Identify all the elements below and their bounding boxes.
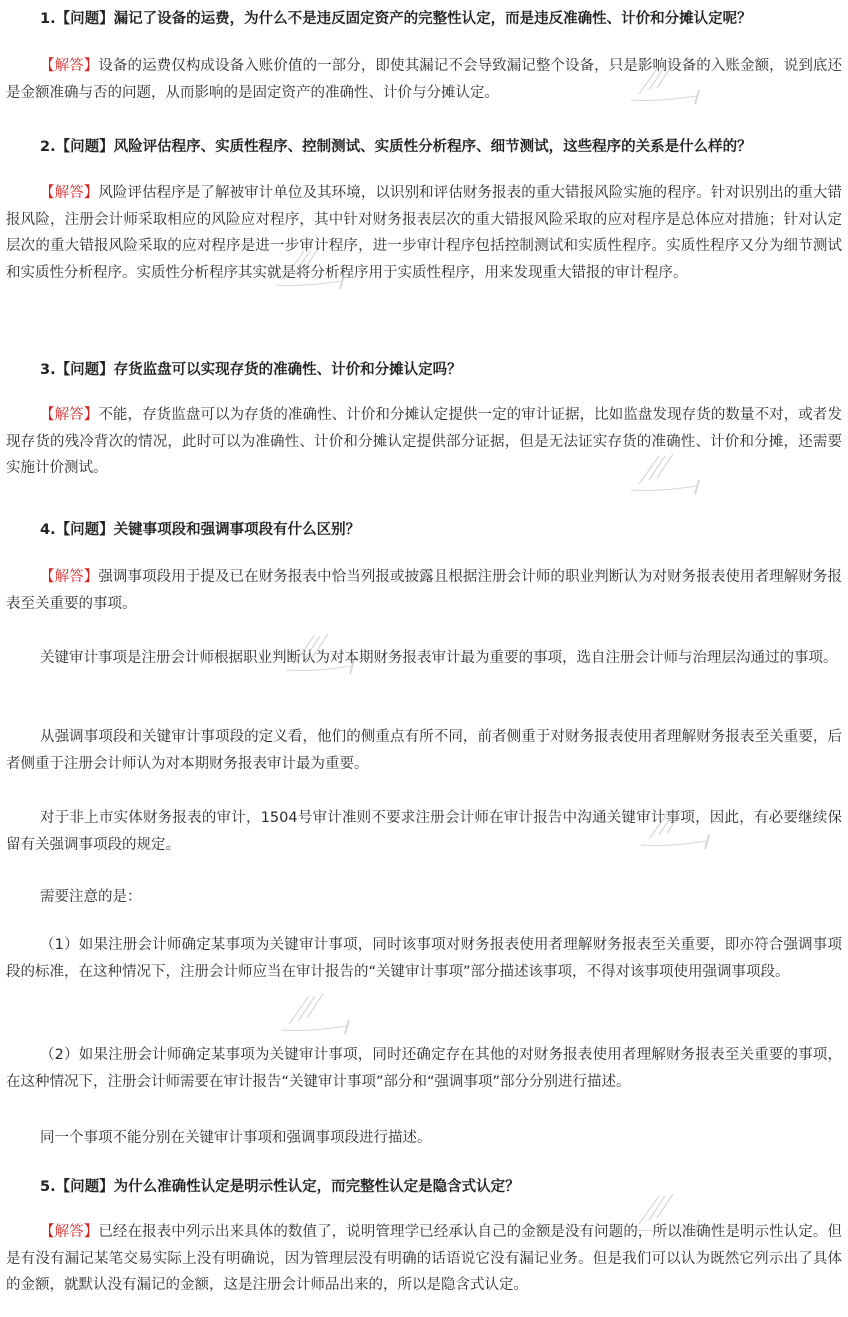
- watermark-icon: [280, 630, 360, 690]
- answer-3: [6, 402, 842, 482]
- answer-4-paragraph: 关键审计事项是注册会计师根据职业判断认为对本期财务报表审计最为重要的事项，选自注册会计师与治理层沟通过的事项。: [40, 650, 838, 666]
- watermark-icon: [635, 805, 715, 865]
- watermark-icon: [270, 245, 350, 305]
- answer-text: 不能，存货监盘可以为存货的准确性、计价和分摊认定提供一定的审计证据，比如监盘发现存货的数量不对，或者发现存货的残冷背次的情况，此时可以为准确性、计价和分摊认定提供部分证据，但是无法证实存货的准确性、计价和分摊，还需要实施计价测试。: [6, 407, 843, 476]
- answer-5: [6, 1219, 842, 1299]
- answer-4-paragraph: 同一个事项不能分别在关键审计事项和强调事项段进行描述。: [40, 1130, 432, 1146]
- answer-4-paragraph: 从强调事项段和关键审计事项段的定义看，他们的侧重点有所不同，前者侧重于对财务报表使用者理解财务报表至关重要，后者侧重于注册会计师认为对本期财务报表审计最为重要。: [6, 729, 842, 772]
- answer-text: 风险评估程序是了解被审计单位及其环境，以识别和评估财务报表的重大错报风险实施的程序。针对识别出的重大错报风险，注册会计师采取相应的风险应对程序，其中针对财务报表层次的重大错报风险采取的应对程序是总体应对措施；针对认定层次的重大错报风险采取的应对程序是进一步审计程序，进一步审计程序包括控制测试和实质性程序。实质性程序又分为细节测试和实质性分析程序。实质性分析程序其实就是将分析程序用于实质性程序，用来发现重大错报的审计程序。: [6, 185, 843, 281]
- answer-tag: 【解答】: [40, 58, 99, 74]
- answer-tag: 【解答】: [40, 407, 99, 423]
- answer-4-paragraph: （2）如果注册会计师确定某事项为关键审计事项，同时还确定存在其他的对财务报表使用者理解财务报表至关重要的事项，在这种情况下，注册会计师需要在审计报告“关键审计事项”部分和“强调事项”部分分别进行描述。: [6, 1047, 842, 1090]
- watermark-icon: [625, 1190, 705, 1250]
- watermark-icon: [625, 60, 705, 120]
- answer-tag: 【解答】: [40, 569, 99, 585]
- answer-4-paragraph: 对于非上市实体财务报表的审计，1504号审计准则不要求注册会计师在审计报告中沟通关键审计事项，因此，有必要继续保留有关强调事项段的规定。: [6, 810, 842, 853]
- answer-4-paragraph: 需要注意的是：: [40, 889, 142, 905]
- watermark-icon: [625, 450, 705, 510]
- answer-tag: 【解答】: [40, 185, 99, 201]
- answer-text: 设备的运费仅构成设备入账价值的一部分，即使其漏记不会导致漏记整个设备，只是影响设备的入账金额，说到底还是金额准确与否的问题，从而影响的是固定资产的准确性、计价与分摊认定。: [6, 58, 843, 101]
- question-2: 2.【问题】风险评估程序、实质性程序、控制测试、实质性分析程序、细节测试，这些程序的关系是什么样的？: [40, 139, 752, 155]
- answer-1: [6, 53, 842, 106]
- answer-tag: 【解答】: [40, 1224, 99, 1240]
- answer-text: 强调事项段用于提及已在财务报表中恰当列报或披露且根据注册会计师的职业判断认为对财务报表使用者理解财务报表至关重要的事项。: [6, 569, 843, 612]
- watermark-icon: [275, 990, 355, 1050]
- question-4: 4.【问题】关键事项段和强调事项段有什么区别？: [40, 522, 361, 538]
- question-5: 5.【问题】为什么准确性认定是明示性认定，而完整性认定是隐含式认定？: [40, 1179, 520, 1195]
- question-3: 3.【问题】存货监盘可以实现存货的准确性、计价和分摊认定吗？: [40, 362, 462, 378]
- answer-text: 已经在报表中列示出来具体的数值了，说明管理学已经承认自己的金额是没有问题的，所以准确性是明示性认定。但是有没有漏记某笔交易实际上没有明确说，因为管理层没有明确的话语说它没有漏记业务。但是我们可以认为既然它列示出了具体的金额，就默认没有漏记的金额，这是注册会计师品出来的，所以是隐含式认定。: [6, 1224, 843, 1293]
- question-1: 1.【问题】漏记了设备的运费，为什么不是违反固定资产的完整性认定，而是违反准确性、计价和分摊认定呢？: [40, 11, 752, 27]
- answer-4-paragraph: （1）如果注册会计师确定某事项为关键审计事项，同时该事项对财务报表使用者理解财务报表至关重要，即亦符合强调事项段的标准，在这种情况下，注册会计师应当在审计报告的“关键审计事项”部分描述该事项，不得对该事项使用强调事项段。: [6, 937, 842, 980]
- answer-4: [6, 564, 842, 617]
- answer-2: [6, 180, 842, 286]
